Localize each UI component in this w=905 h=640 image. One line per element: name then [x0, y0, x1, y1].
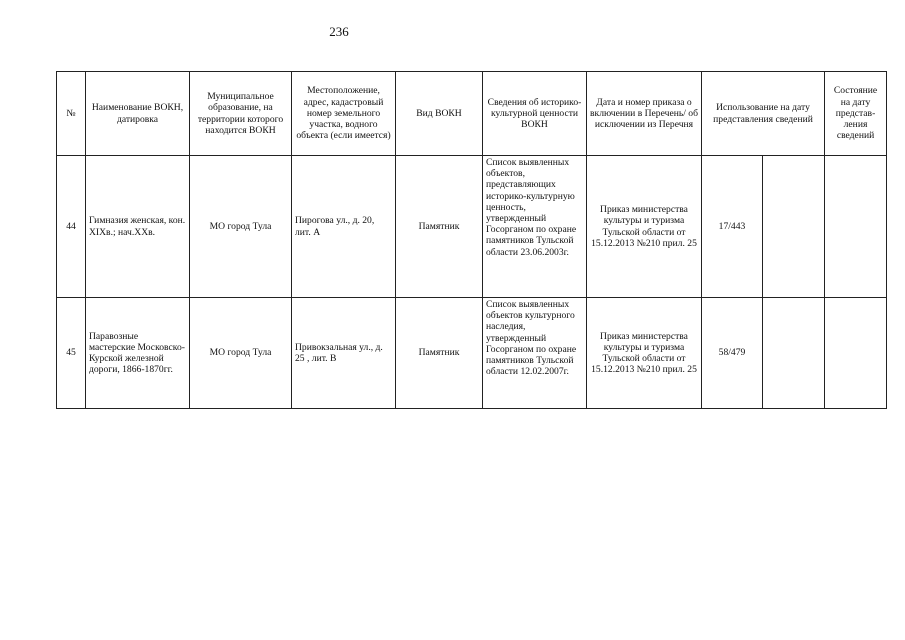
row-name: Гимназия женская, кон. XIXв.; нач.XXв. — [86, 156, 190, 298]
header-num: № — [57, 72, 86, 156]
row-name: Паравозные мастерские Московско-Курской железной дороги, 1866-1870гг. — [86, 298, 190, 409]
header-state: Состояние на дату представ-ления сведений — [825, 72, 887, 156]
row-location: Привокзальная ул., д. 25 , лит. В — [292, 298, 396, 409]
heritage-objects-table — [56, 71, 887, 409]
row-info: Список выявленных объектов культурного наследия, утвержденный Госорганом по охране памятников Тульской области 12.02.2007г. — [483, 298, 587, 409]
row-order: Приказ министерства культуры и туризма Тульской области от 15.12.2013 №210 прил. 25 — [587, 298, 702, 409]
header-info: Сведения об историко-культурной ценности ВОКН — [483, 72, 587, 156]
row-order: Приказ министерства культуры и туризма Тульской области от 15.12.2013 №210 прил. 25 — [587, 156, 702, 298]
header-type: Вид ВОКН — [396, 72, 483, 156]
header-name: Наименование ВОКН, датировка — [86, 72, 190, 156]
row-usage-code: 17/443 — [702, 156, 763, 298]
row-type: Памятник — [396, 156, 483, 298]
row-num: 45 — [57, 298, 86, 409]
page-number: 236 — [329, 24, 349, 39]
row-num: 44 — [57, 156, 86, 298]
table-header-row — [57, 72, 887, 156]
table-row — [57, 298, 887, 409]
row-state — [825, 156, 887, 298]
row-state — [825, 298, 887, 409]
header-location: Местоположение, адрес, кадастровый номер земельного участка, водного объекта (если имеется) — [292, 72, 396, 156]
header-order: Дата и номер приказа о включении в Перечень/ об исключении из Перечня — [587, 72, 702, 156]
header-municipality: Муниципальное образование, на территории которого находится ВОКН — [190, 72, 292, 156]
row-type: Памятник — [396, 298, 483, 409]
row-usage-extra — [763, 156, 825, 298]
row-location: Пирогова ул., д. 20, лит. А — [292, 156, 396, 298]
table-row — [57, 156, 887, 298]
row-municipality: МО город Тула — [190, 298, 292, 409]
row-municipality: МО город Тула — [190, 156, 292, 298]
row-usage-extra — [763, 298, 825, 409]
row-info: Список выявленных объектов, представляющих историко-культурную ценность, утвержденный Госорганом по охране памятников Тульской области 23.06.2003г. — [483, 156, 587, 298]
row-usage-code: 58/479 — [702, 298, 763, 409]
header-usage: Использование на дату представления сведений — [702, 72, 825, 156]
